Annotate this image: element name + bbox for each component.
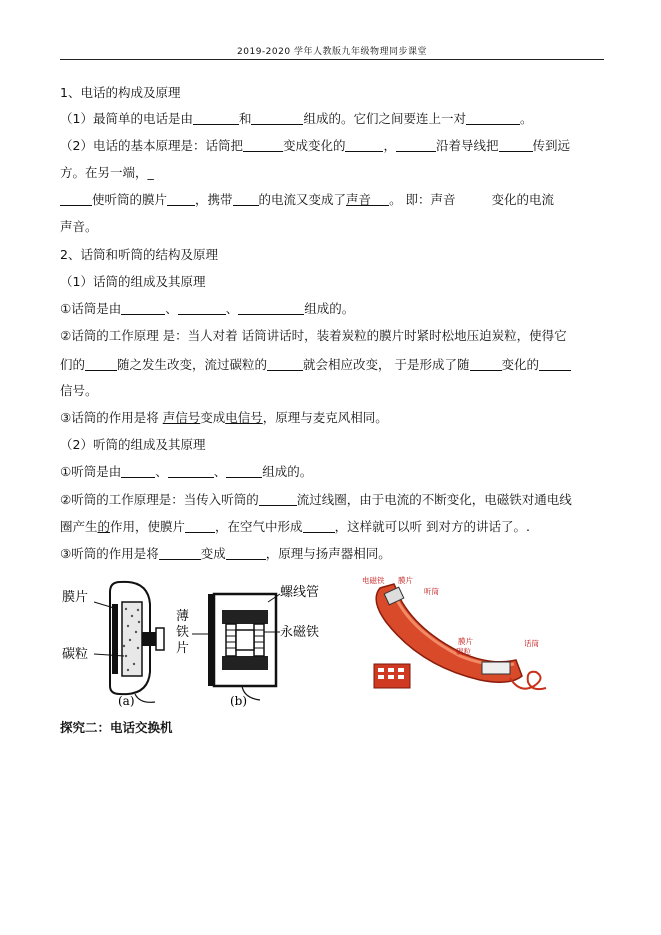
text: （2）电话的基本原理是：话筒把 [60,138,243,153]
fill-blank[interactable] [238,300,304,315]
text: ①话筒是由 [60,301,122,316]
text: ，原理与扬声器相同。 [265,546,391,561]
q1-line [60,110,533,128]
label-solenoid: 螺线管 [280,585,320,600]
m2-line3: 信号。 [60,383,98,398]
fill-blank[interactable] [259,491,297,506]
text: 组成的。 [304,301,355,316]
answer-sound-signal: 声信号 [162,410,201,425]
fill-blank[interactable] [167,191,195,206]
text: 随之发生改变，流过碳粒的 [117,357,268,372]
phone-label-1: 电磁铁 [362,576,385,585]
text: _ [147,165,154,180]
label-thin-1: 薄 [176,609,190,624]
text: 变化的电流 [491,192,555,207]
answer-electric-signal: 电信号 [225,410,263,425]
section2-heading: 2、话筒和听筒的结构及原理 [60,247,218,262]
phone-label-3: 听筒 [424,587,439,596]
fill-blank[interactable] [121,300,165,315]
label-thin-2: 铁 [176,625,190,640]
fill-blank[interactable] [178,300,226,315]
text: ，这样就可以听 到对方的讲话了。. [334,519,531,534]
fill-blank[interactable] [226,545,266,560]
header-rule [60,59,604,60]
e3-line [60,545,391,563]
phone-label-6: 话筒 [524,639,539,648]
fill-blank[interactable] [371,191,389,206]
fill-blank[interactable] [267,356,303,371]
fill-blank[interactable] [466,110,520,125]
fill-blank[interactable] [185,518,215,533]
handset-illustration [350,574,560,699]
text: 使听筒的膜片 [92,192,168,207]
m3-line [60,409,388,427]
phone-label-4: 膜片 [458,637,473,646]
caption-b: (b) [230,694,248,708]
text: 的电流又变成了 [258,192,347,207]
fill-blank[interactable] [539,356,571,371]
text: 作用，使膜片 [110,519,186,534]
answer-sound: 声音 [346,192,372,207]
text: ③听筒的作用是将 [60,546,159,561]
fill-blank[interactable] [60,191,92,206]
e1-line [60,463,312,481]
text: ，携带 [195,192,233,207]
text: 。 [520,111,533,126]
fill-blank[interactable] [251,110,303,125]
microphone-diagram [60,574,170,709]
fill-blank[interactable] [159,545,201,560]
q2-line [60,137,570,155]
fill-blank[interactable] [499,137,533,152]
q2-line4: 声音。 [60,219,98,234]
text: 方。在另一端， [60,165,148,180]
text: 变成 [200,410,226,425]
text: 流过线圈，由于电流的不断变化，电磁铁对通电线 [296,492,572,507]
label-thin-3: 片 [176,641,190,656]
fill-blank[interactable] [168,463,214,478]
m2-line2 [60,356,571,374]
text: （1）最简单的电话是由 [60,111,193,126]
text: 们的 [60,357,86,372]
text: 、 [213,464,227,479]
text: 、 [225,301,239,316]
fill-blank[interactable] [303,518,335,533]
text: ②听筒的工作原理是：当传入听筒的 [60,492,259,507]
fill-blank[interactable] [243,137,283,152]
fill-blank[interactable] [85,356,117,371]
text: 沿着导线把 [436,138,499,153]
section1-heading: 1、电话的构成及原理 [60,85,181,100]
text: 。 即：声音 [389,192,456,207]
section3-heading: 探究二：电话交换机 [60,720,173,735]
text: 组成的。它们之间要连上一对 [303,111,466,126]
phone-label-2: 膜片 [398,576,413,585]
e2-line2 [60,518,530,536]
earpiece-diagram [172,574,332,709]
text: ，在空气中形成 [215,519,303,534]
text: 、 [165,301,178,316]
fill-blank[interactable] [121,463,155,478]
sub2-heading: （2）听筒的组成及其原理 [60,437,206,452]
fill-blank[interactable] [226,463,262,478]
fill-blank[interactable] [233,191,259,206]
m1-line [60,300,354,318]
text: 组成的。 [262,464,313,479]
text: 变成变化的 [282,138,346,153]
page-header: 2019-2020 学年人教版九年级物理同步课堂 [237,47,427,57]
fill-blank[interactable] [193,110,239,125]
fill-blank[interactable] [396,137,436,152]
q2-cont-line [60,164,154,182]
e2-line1 [60,491,572,509]
label-diaphragm: 膜片 [62,590,89,605]
text: 圈产生 [60,519,98,534]
answer-force: 的 [97,519,111,534]
text: 就会相应改变， 于是形成了随 [303,357,470,372]
m2-line1: ②话筒的工作原理 是：当人对着 话筒讲话时，装着炭粒的膜片时紧时松地压迫炭粒，使得它 [60,328,567,343]
sub1-heading: （1）话筒的组成及其原理 [60,274,206,289]
phone-label-5: 碳粒 [456,647,471,656]
text: 和 [238,111,252,126]
text: ①听筒是由 [60,464,122,479]
text: 变成 [200,546,226,561]
text: 、 [155,464,168,479]
label-magnet: 永磁铁 [280,625,320,640]
text: ，原理与麦克风相同。 [262,410,388,425]
caption-a: (a) [118,694,135,708]
text: ， [383,138,396,153]
text: 传到远 [532,138,571,153]
text: ③话筒的作用是将 [60,410,159,425]
label-carbon: 碳粒 [62,647,89,662]
text: 变化的 [501,357,540,372]
fill-blank[interactable] [470,356,502,371]
q2-line3 [60,191,554,209]
fill-blank[interactable] [345,137,383,152]
